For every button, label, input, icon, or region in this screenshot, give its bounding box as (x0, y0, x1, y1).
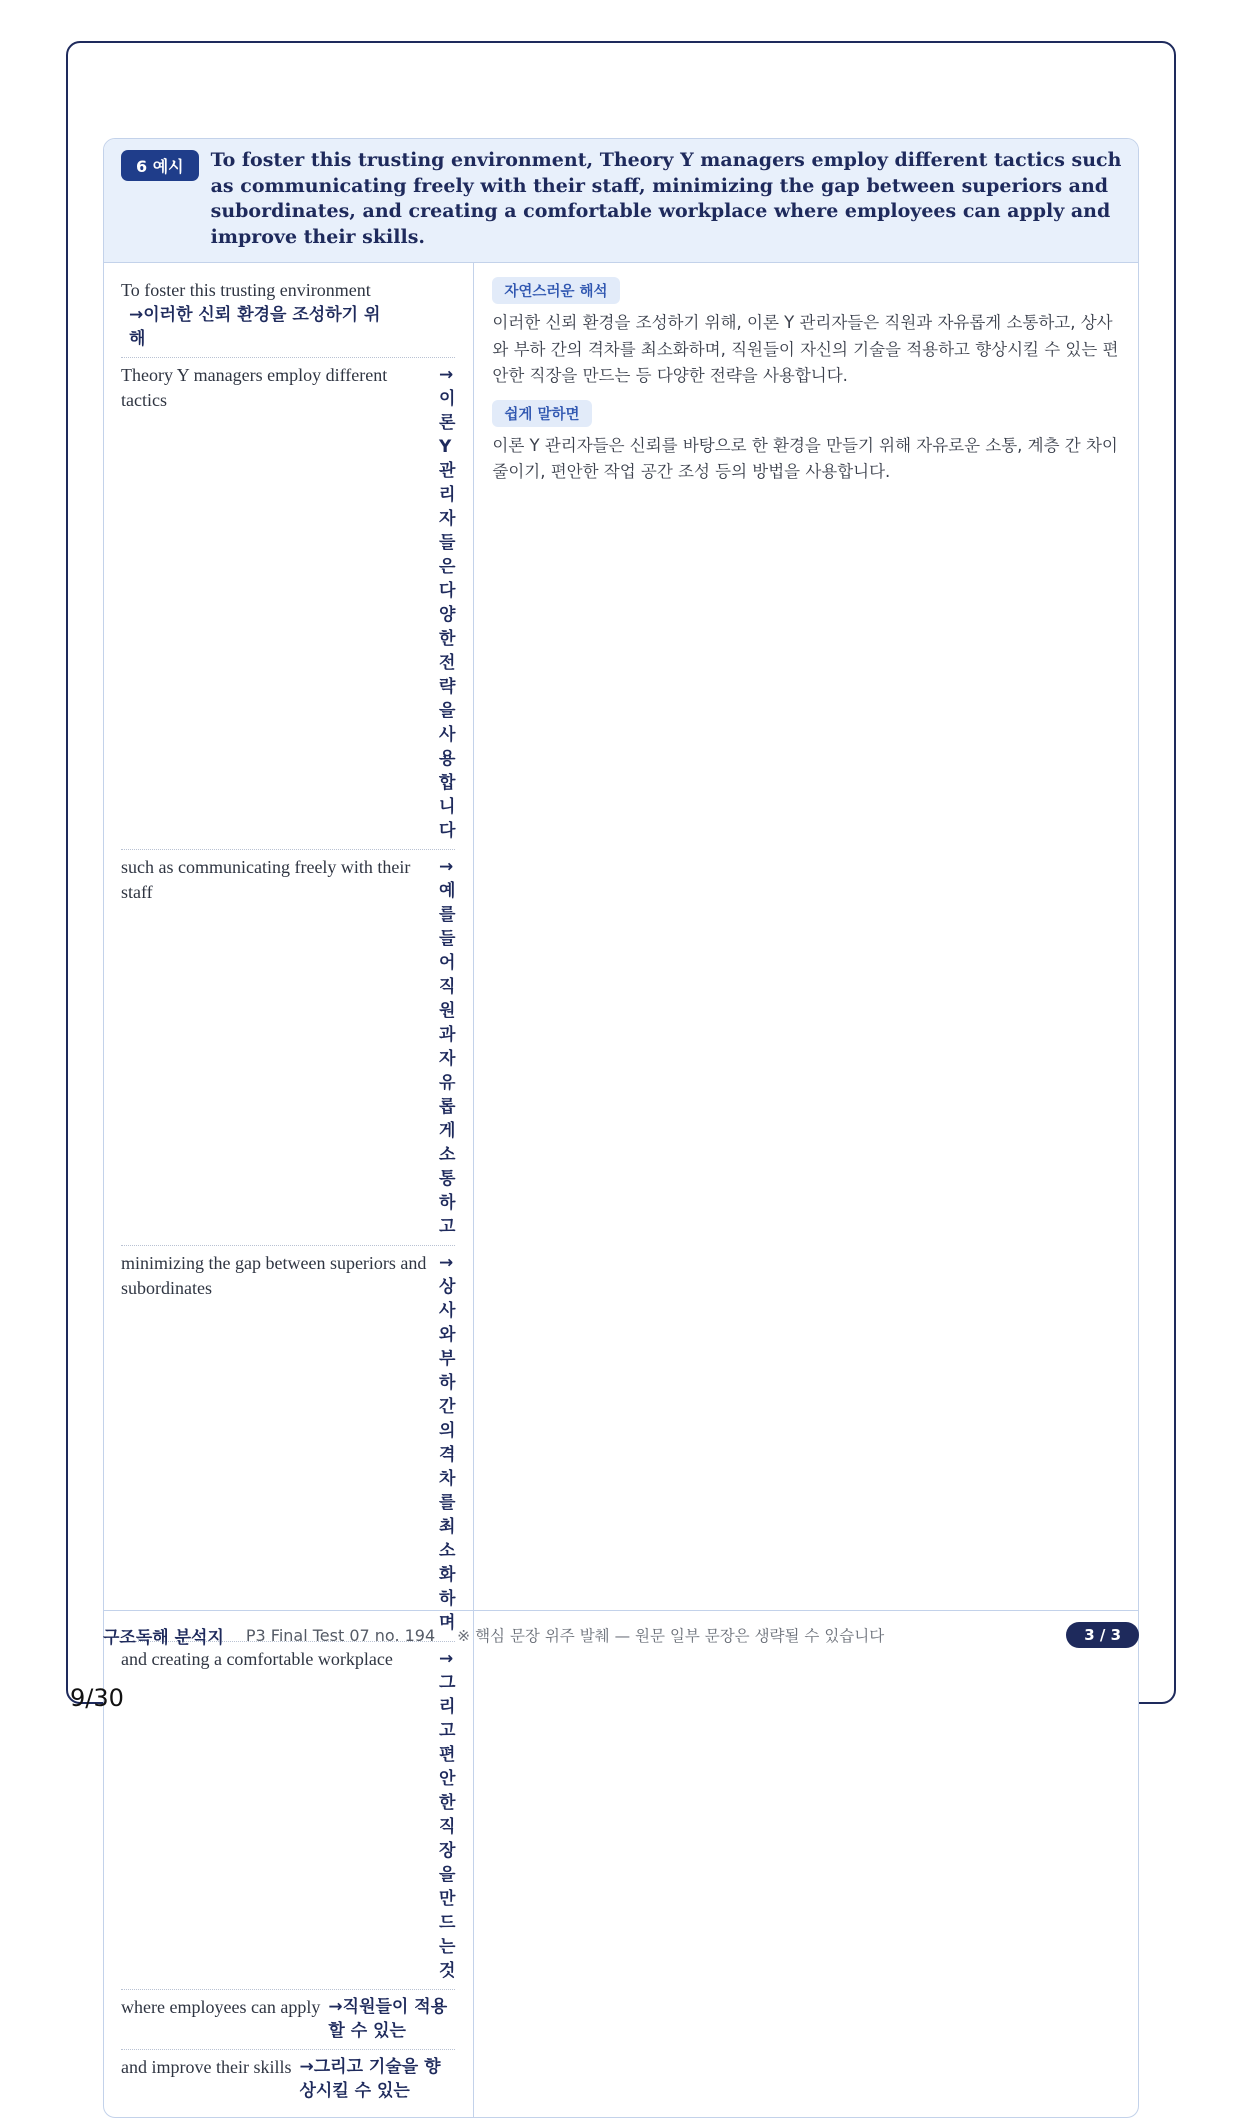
footer-source: P3 Final Test 07 no. 194 (245, 1625, 436, 1645)
example-badge: 6 예시 (121, 150, 199, 181)
page-footer (103, 1610, 1139, 1648)
chunk-list (104, 263, 474, 2117)
chunk-row (121, 1990, 455, 2050)
chunk-english: Theory Y managers employ different tactics (121, 365, 388, 410)
natural-translation-label: 자연스러운 해석 (492, 277, 619, 304)
chunk-korean: →이론 Y 관리자들은 다양한 전략을 사용합니다 (439, 365, 456, 841)
chunk-english: minimizing the gap between superiors and subordinates (121, 1253, 427, 1298)
document-page-number: 9/30 (70, 1684, 124, 1712)
chunk-english: where employees can apply (121, 1997, 321, 2017)
chunk-korean: →직원들이 적용할 수 있는 (328, 1997, 448, 2041)
sentence-body (104, 263, 1138, 2117)
chunk-english: and creating a comfortable workplace (121, 1649, 393, 1669)
natural-translation-text: 이러한 신뢰 환경을 조성하기 위해, 이론 Y 관리자들은 직원과 자유롭게 소통하고, 상사와 부하 간의 격차를 최소화하며, 직원들이 자신의 기술을 적용하고 향상시킬 수 있는 편안한 직장을 만드는 등 다양한 전략을 사용합니다. (492, 313, 1119, 385)
chunk-english: such as communicating freely with their staff (121, 857, 411, 902)
sentence-header (104, 139, 1138, 263)
chunk-row (121, 1642, 455, 1990)
sentence-card (103, 138, 1139, 2118)
chunk-row (121, 358, 455, 850)
chunk-korean: →예를 들어 직원과 자유롭게 소통하고 (439, 857, 456, 1237)
chunk-row (121, 2050, 455, 2109)
simple-explanation-text: 이론 Y 관리자들은 신뢰를 바탕으로 한 환경을 만들기 위해 자유로운 소통, 계층 간 차이 줄이기, 편안한 작업 공간 조성 등의 방법을 사용합니다. (492, 435, 1118, 481)
chunk-korean: →상사와 부하 간의 격차를 최소화하며 (439, 1253, 456, 1633)
sentence-text: To foster this trusting environment, Theory Y managers employ different tactics such as communicating freely with their staff, minimizing the gap between superiors and subordinates, and creating a comfortable workplace where employees can apply and improve their skills. (210, 149, 1122, 248)
chunk-row (121, 850, 455, 1246)
footer-brand: 구조독해 분석지 (103, 1627, 224, 1648)
chunk-english: To foster this trusting environment (121, 280, 371, 300)
chunk-korean: →이러한 신뢰 환경을 조성하기 위해 (129, 305, 381, 349)
footer-note: ※ 핵심 문장 위주 발췌 — 원문 일부 문장은 생략될 수 있습니다 (457, 1627, 885, 1645)
chunk-row (121, 1246, 455, 1642)
chunk-english: and improve their skills (121, 2057, 292, 2077)
chunk-row (121, 273, 455, 358)
page-indicator-badge: 3 / 3 (1066, 1622, 1139, 1648)
translation-panel (474, 263, 1138, 2117)
simple-explanation-label: 쉽게 말하면 (492, 400, 591, 427)
chunk-korean: →그리고 기술을 향상시킬 수 있는 (299, 2057, 441, 2101)
chunk-korean: →그리고 편안한 직장을 만드는 것 (439, 1649, 456, 1981)
